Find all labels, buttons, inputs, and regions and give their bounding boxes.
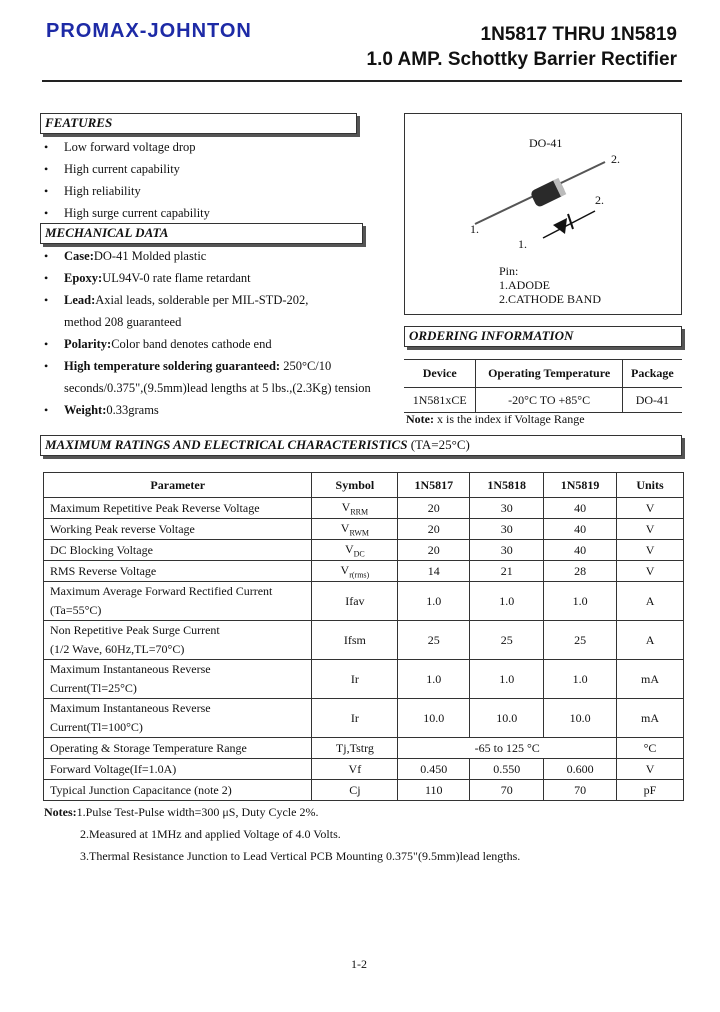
- column-header: Operating Temperature: [476, 360, 622, 388]
- value-cell: 1.0: [470, 660, 544, 699]
- page-number: 1-2: [351, 957, 367, 971]
- table-row: [44, 561, 684, 582]
- value-cell: 1.0: [544, 582, 617, 621]
- value-cell: 25: [544, 621, 617, 660]
- symbol-cell: Ir: [312, 699, 398, 738]
- value-cell: 30: [470, 519, 544, 540]
- value-cell: -65 to 125 °C: [398, 738, 617, 759]
- value-cell: 28: [544, 561, 617, 582]
- list-item: • Weight:0.33grams: [40, 399, 371, 421]
- list-item: • Lead:Axial leads, solderable per MIL-STD-202,: [40, 289, 371, 311]
- list-item: • High temperature soldering guaranteed: 250°C/10: [40, 355, 371, 377]
- unit-cell: V: [617, 519, 684, 540]
- table-row: [44, 582, 684, 621]
- unit-cell: pF: [617, 780, 684, 801]
- table-cell: DO-41: [622, 388, 682, 413]
- unit-cell: A: [617, 582, 684, 621]
- column-header: Device: [404, 360, 476, 388]
- header-rule: [42, 80, 682, 82]
- symbol-cell: $V_{RRM}$: [312, 498, 398, 519]
- features-list: [40, 136, 210, 224]
- unit-cell: V: [617, 759, 684, 780]
- unit-cell: mA: [617, 660, 684, 699]
- table-row: [44, 540, 684, 561]
- pin-label-2: 2.: [595, 193, 604, 207]
- value-cell: 70: [470, 780, 544, 801]
- list-item: seconds/0.375",(9.5mm)lead lengths at 5 lbs.,(2.3Kg) tension: [64, 381, 371, 395]
- list-item: • High reliability: [40, 180, 210, 202]
- column-header: Symbol: [312, 473, 398, 498]
- symbol-cell: $V_{RWM}$: [312, 519, 398, 540]
- unit-cell: V: [617, 498, 684, 519]
- mechanical-list: [40, 245, 371, 421]
- note-2: 2.Measured at 1MHz and applied Voltage of 4.0 Volts.: [80, 827, 341, 841]
- value-cell: 21: [470, 561, 544, 582]
- column-header: Parameter: [44, 473, 312, 498]
- ratings-table: [43, 472, 684, 801]
- value-cell: 25: [470, 621, 544, 660]
- value-cell: 14: [398, 561, 470, 582]
- value-cell: 70: [544, 780, 617, 801]
- column-header: Package: [622, 360, 682, 388]
- unit-cell: mA: [617, 699, 684, 738]
- symbol-cell: Ir: [312, 660, 398, 699]
- value-cell: 30: [470, 498, 544, 519]
- parameter-cell: Maximum Instantaneous Reverse Current(Tl=25°C): [44, 660, 312, 699]
- value-cell: 0.600: [544, 759, 617, 780]
- note-1: Notes:1.Pulse Test-Pulse width=300 μS, Duty Cycle 2%.: [44, 805, 319, 819]
- value-cell: 20: [398, 540, 470, 561]
- list-item: method 208 guaranteed: [64, 315, 182, 329]
- value-cell: 20: [398, 498, 470, 519]
- ordering-note: Note: x is the index if Voltage Range: [406, 412, 585, 426]
- parameter-cell: Operating & Storage Temperature Range: [44, 738, 312, 759]
- value-cell: 40: [544, 519, 617, 540]
- package-diagram: [404, 113, 682, 315]
- table-row: [44, 699, 684, 738]
- value-cell: 40: [544, 540, 617, 561]
- parameter-cell: Working Peak reverse Voltage: [44, 519, 312, 540]
- company-logo: PROMAX-JOHNTON: [46, 20, 252, 42]
- pin-label-1: 1.: [470, 222, 479, 236]
- pin-1-desc: 1.ADODE: [499, 278, 550, 292]
- list-item: • High current capability: [40, 158, 210, 180]
- value-cell: 0.550: [470, 759, 544, 780]
- value-cell: 30: [470, 540, 544, 561]
- unit-cell: A: [617, 621, 684, 660]
- symbol-cell: $V_{DC}$: [312, 540, 398, 561]
- table-header-row: [44, 473, 684, 498]
- features-heading: FEATURES: [40, 113, 357, 134]
- table-cell: 1N581xCE: [404, 388, 476, 413]
- pin-2-desc: 2.CATHODE BAND: [499, 292, 601, 306]
- value-cell: 10.0: [544, 699, 617, 738]
- value-cell: 40: [544, 498, 617, 519]
- pin-label-2: 2.: [611, 152, 620, 166]
- symbol-cell: Vf: [312, 759, 398, 780]
- parameter-cell: Maximum Repetitive Peak Reverse Voltage: [44, 498, 312, 519]
- parameter-cell: DC Blocking Voltage: [44, 540, 312, 561]
- table-row: [44, 738, 684, 759]
- table-row: [44, 759, 684, 780]
- list-item: • Low forward voltage drop: [40, 136, 210, 158]
- value-cell: 1.0: [470, 582, 544, 621]
- table-header-row: [404, 360, 682, 388]
- unit-cell: °C: [617, 738, 684, 759]
- table-row: [44, 660, 684, 699]
- symbol-cell: Ifav: [312, 582, 398, 621]
- symbol-cell: Cj: [312, 780, 398, 801]
- column-header: Units: [617, 473, 684, 498]
- parameter-cell: Forward Voltage(If=1.0A): [44, 759, 312, 780]
- table-row: [44, 519, 684, 540]
- parameter-cell: Typical Junction Capacitance (note 2): [44, 780, 312, 801]
- package-name: DO-41: [529, 136, 563, 150]
- list-item: • High surge current capability: [40, 202, 210, 224]
- value-cell: 110: [398, 780, 470, 801]
- mechanical-heading: MECHANICAL DATA: [40, 223, 363, 244]
- value-cell: 25: [398, 621, 470, 660]
- ordering-heading: ORDERING INFORMATION: [404, 326, 682, 347]
- list-item: • Epoxy:UL94V-0 rate flame retardant: [40, 267, 371, 289]
- parameter-cell: Maximum Average Forward Rectified Current (Ta=55°C): [44, 582, 312, 621]
- value-cell: 1.0: [398, 660, 470, 699]
- value-cell: 1.0: [544, 660, 617, 699]
- table-row: [44, 780, 684, 801]
- parameter-cell: RMS Reverse Voltage: [44, 561, 312, 582]
- symbol-cell: Ifsm: [312, 621, 398, 660]
- product-subtitle: 1.0 AMP. Schottky Barrier Rectifier: [366, 49, 677, 70]
- value-cell: 0.450: [398, 759, 470, 780]
- list-item: • Polarity:Color band denotes cathode end: [40, 333, 371, 355]
- part-range-title: 1N5817 THRU 1N5819: [480, 24, 677, 45]
- unit-cell: V: [617, 561, 684, 582]
- value-cell: 1.0: [398, 582, 470, 621]
- column-header: 1N5817: [398, 473, 470, 498]
- parameter-cell: Maximum Instantaneous Reverse Current(Tl=100°C): [44, 699, 312, 738]
- list-item: • Case:DO-41 Molded plastic: [40, 245, 371, 267]
- table-row: [44, 498, 684, 519]
- ratings-heading: MAXIMUM RATINGS AND ELECTRICAL CHARACTERISTICS (TA=25°C): [40, 435, 682, 456]
- column-header: 1N5819: [544, 473, 617, 498]
- table-cell: -20°C TO +85°C: [476, 388, 622, 413]
- value-cell: 20: [398, 519, 470, 540]
- value-cell: 10.0: [398, 699, 470, 738]
- value-cell: 10.0: [470, 699, 544, 738]
- parameter-cell: Non Repetitive Peak Surge Current (1/2 Wave, 60Hz,TL=70°C): [44, 621, 312, 660]
- note-3: 3.Thermal Resistance Junction to Lead Vertical PCB Mounting 0.375"(9.5mm)lead lengths.: [80, 849, 521, 863]
- pin-title: Pin:: [499, 264, 519, 278]
- ordering-table: [404, 359, 682, 413]
- column-header: 1N5818: [470, 473, 544, 498]
- symbol-cell: Tj,Tstrg: [312, 738, 398, 759]
- pin-label-1: 1.: [518, 237, 527, 251]
- symbol-cell: $V_{r(rms)}$: [312, 561, 398, 582]
- unit-cell: V: [617, 540, 684, 561]
- table-row: [404, 388, 682, 413]
- table-row: [44, 621, 684, 660]
